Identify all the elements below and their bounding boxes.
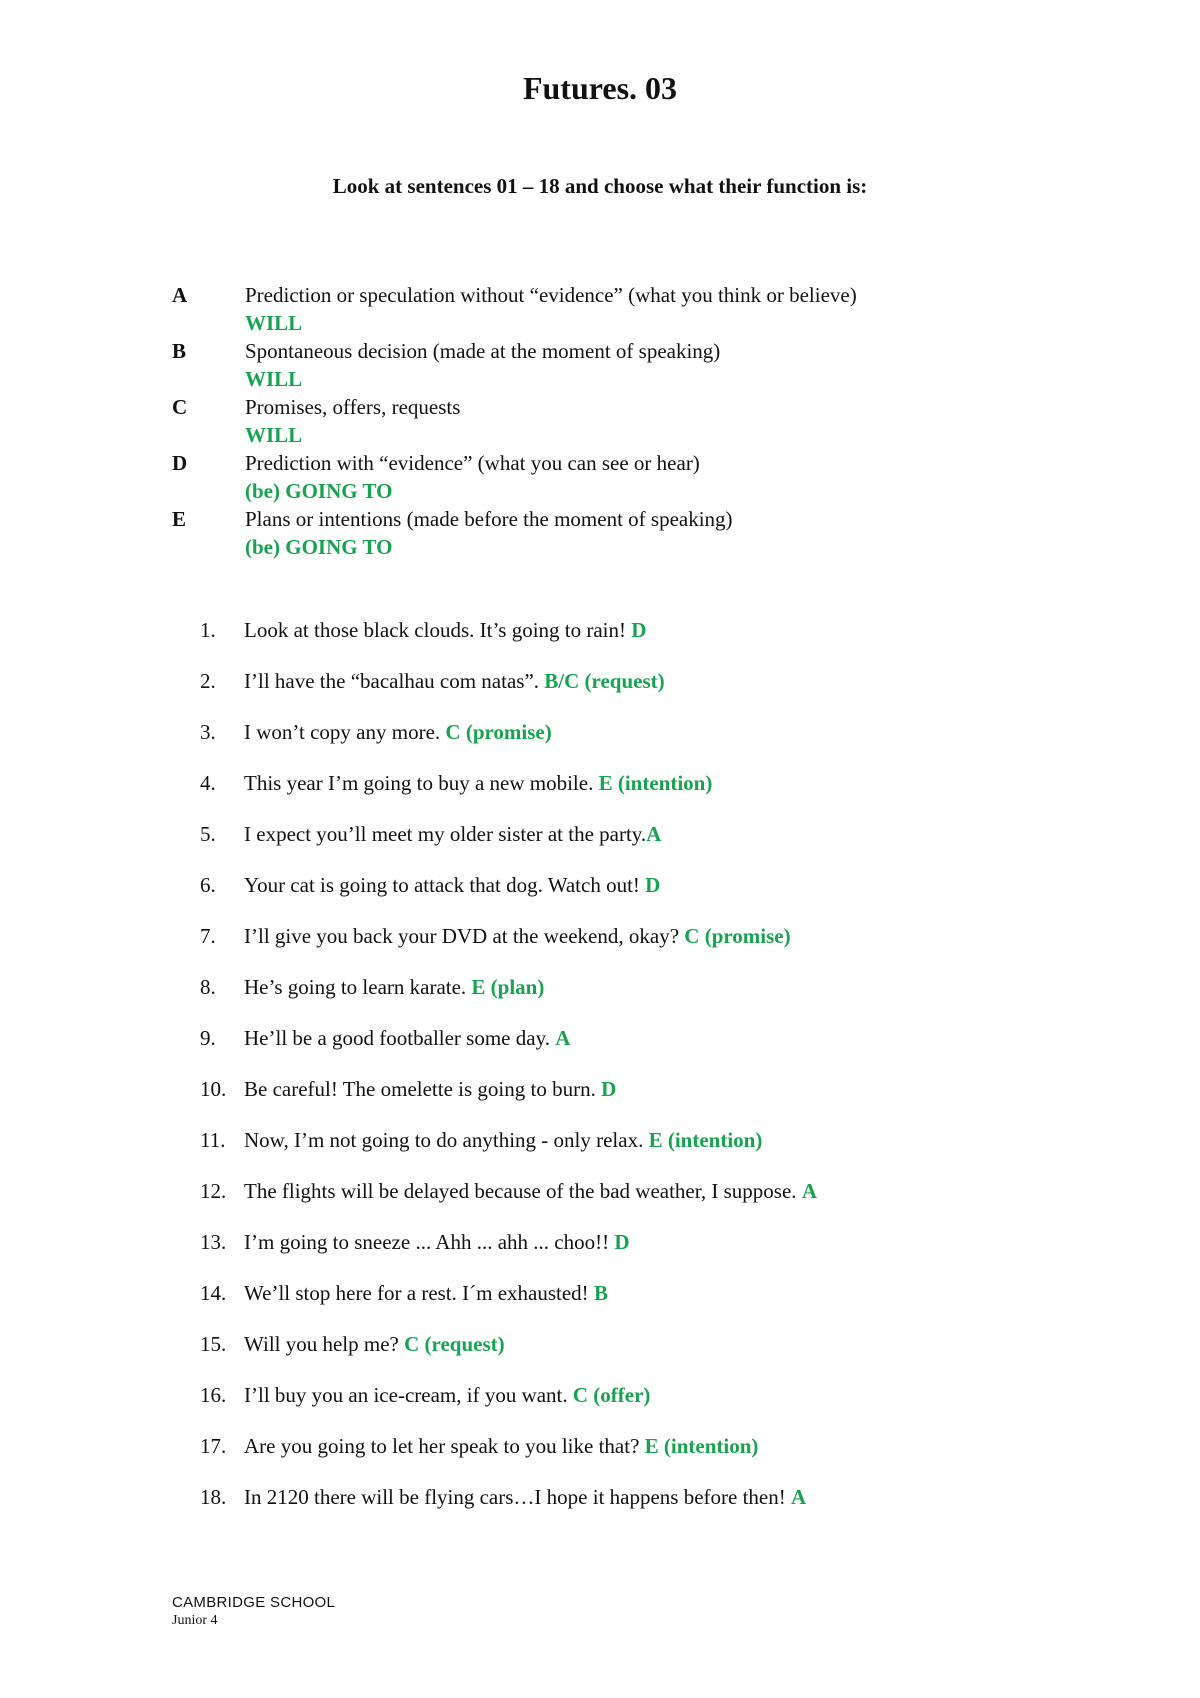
key-row-b [172,339,1072,395]
list-item [200,872,1100,923]
key-form: WILL [245,367,303,391]
item-number: 4. [200,771,216,795]
answer: A [646,822,662,846]
sentence-text: Your cat is going to attack that dog. Watch out! [244,873,646,897]
item-number: 12. [200,1179,227,1203]
key-letter: E [172,507,187,531]
key-form: WILL [245,423,303,447]
key-letter: D [172,451,188,475]
answer: B [593,1281,608,1305]
sentence-text: He’ll be a good footballer some day. [244,1026,556,1050]
list-item [200,923,1100,974]
answer: E (intention) [598,771,713,795]
list-item [200,617,1100,668]
sentence-text: Be careful! The omelette is going to burn. [244,1077,602,1101]
sentence-text: Will you help me? [244,1332,405,1356]
answer: D [645,873,661,897]
instruction: Look at sentences 01 – 18 and choose what their function is: [332,174,868,198]
list-item [200,719,1100,770]
answer: C (promise) [445,720,552,744]
list-item [200,1178,1100,1229]
item-number: 10. [200,1077,227,1101]
sentence-text: I won’t copy any more. [244,720,446,744]
key-description: Promises, offers, requests [245,395,461,419]
sentence-text: I’ll have the “bacalhau com natas”. [244,669,545,693]
answer: D [631,618,647,642]
key-form: (be) GOING TO [245,479,393,503]
key-description: Prediction with “evidence” (what you can see or hear) [245,451,700,475]
sentence-text: I expect you’ll meet my older sister at the party. [244,822,647,846]
item-number: 2. [200,669,216,693]
list-item [200,1127,1100,1178]
function-key [172,283,1072,563]
page-title: Futures. 03 [522,70,678,106]
answer: C (request) [404,1332,505,1356]
answer: C (promise) [684,924,791,948]
sentence-text: I’m going to sneeze ... Ahh ... ahh ... choo!! [244,1230,615,1254]
sentence-list [200,617,1100,1535]
key-row-e [172,507,1072,563]
sentence-text: He’s going to learn karate. [244,975,472,999]
key-form: WILL [245,311,303,335]
sentence-text: I’ll buy you an ice-cream, if you want. [244,1383,573,1407]
answer: A [801,1179,817,1203]
item-number: 8. [200,975,216,999]
key-letter: C [172,395,188,419]
key-description: Plans or intentions (made before the moment of speaking) [245,507,733,531]
sentence-text: The flights will be delayed because of the bad weather, I suppose. [244,1179,802,1203]
item-number: 13. [200,1230,227,1254]
answer: D [614,1230,630,1254]
item-number: 1. [200,618,216,642]
answer: A [555,1026,571,1050]
class-name: Junior 4 [172,1613,218,1628]
sentence-text: Are you going to let her speak to you like that? [244,1434,645,1458]
key-row-d [172,451,1072,507]
answer: C (offer) [572,1383,651,1407]
sentence-text: This year I’m going to buy a new mobile. [244,771,599,795]
key-letter: A [172,283,188,307]
sentence-text: We’ll stop here for a rest. I´m exhausted! [244,1281,594,1305]
key-description: Spontaneous decision (made at the moment of speaking) [245,339,721,363]
page-footer [172,1594,335,1629]
list-item [200,821,1100,872]
list-item [200,668,1100,719]
list-item [200,1382,1100,1433]
list-item [200,1025,1100,1076]
key-row-a [172,283,1072,339]
item-number: 16. [200,1383,227,1407]
answer: E (plan) [471,975,545,999]
sentence-text: Now, I’m not going to do anything - only relax. [244,1128,649,1152]
item-number: 15. [200,1332,227,1356]
item-number: 7. [200,924,216,948]
item-number: 3. [200,720,216,744]
key-letter: B [172,339,187,363]
school-name: CAMBRIDGE SCHOOL [172,1594,336,1611]
answer: A [791,1485,807,1509]
list-item [200,1433,1100,1484]
answer: D [601,1077,617,1101]
item-number: 18. [200,1485,227,1509]
answer: E (intention) [648,1128,763,1152]
list-item [200,1331,1100,1382]
item-number: 11. [200,1128,226,1152]
item-number: 17. [200,1434,227,1458]
list-item [200,1076,1100,1127]
item-number: 9. [200,1026,216,1050]
item-number: 14. [200,1281,227,1305]
answer: E (intention) [644,1434,759,1458]
item-number: 5. [200,822,216,846]
key-description: Prediction or speculation without “evidence” (what you think or believe) [245,283,857,307]
sentence-text: Look at those black clouds. It’s going to rain! [244,618,632,642]
item-number: 6. [200,873,216,897]
key-row-c [172,395,1072,451]
list-item [200,1229,1100,1280]
sentence-text: I’ll give you back your DVD at the weekend, okay? [244,924,685,948]
answer: B/C (request) [544,669,665,693]
list-item [200,1484,1100,1535]
list-item [200,1280,1100,1331]
key-form: (be) GOING TO [245,535,393,559]
sentence-text: In 2120 there will be flying cars…I hope it happens before then! [244,1485,791,1509]
list-item [200,770,1100,821]
list-item [200,974,1100,1025]
